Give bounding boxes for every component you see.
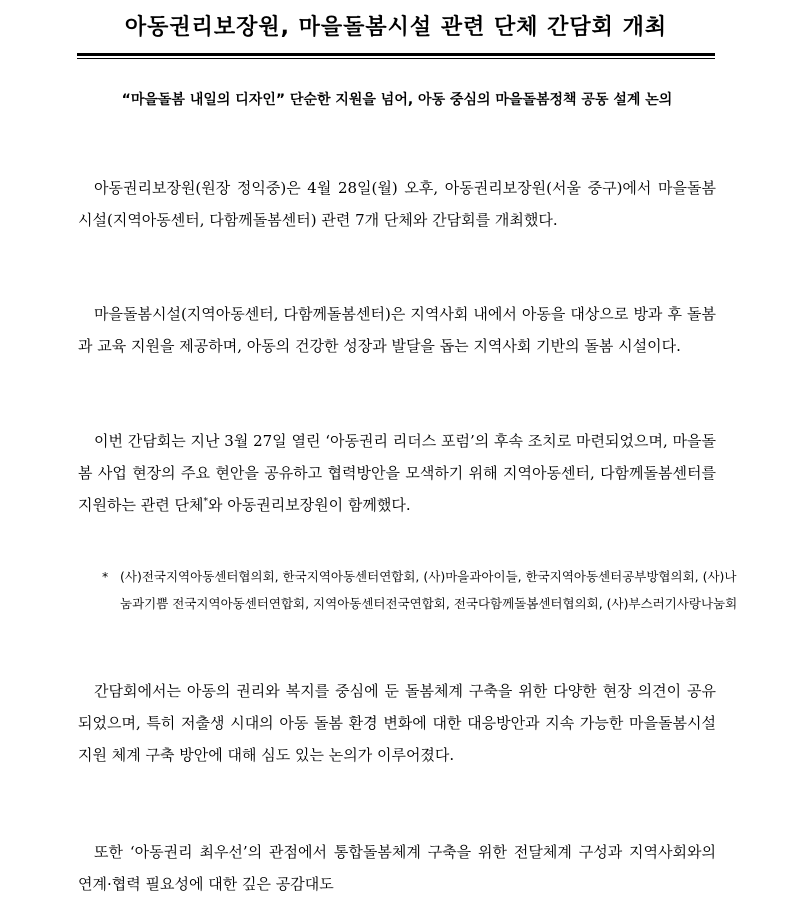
footnote xyxy=(98,563,740,617)
title-rule-thick xyxy=(77,53,715,56)
paragraph-2-text: 마을돌봄시설(지역아동센터, 다함께돌봄센터)은 지역사회 내에서 아동을 대상으로 방과 후 돌봄과 교육 지원을 제공하며, 아동의 건강한 성장과 발달을 돕는 지역사회 기반의 돌봄 시설이다. xyxy=(78,305,716,355)
paragraph-1-text: 아동권리보장원(원장 정익중)은 4월 28일(월) 오후, 아동권리보장원(서울 중구)에서 마을돌봄시설(지역아동센터, 다함께돌봄센터) 관련 7개 단체와 간담회를 개최했다. xyxy=(78,179,716,229)
paragraph-4 xyxy=(78,675,716,771)
paragraph-3-text-after: 와 아동권리보장원이 함께했다. xyxy=(207,496,411,514)
footnote-marker: * xyxy=(203,497,208,507)
title-rule-thin xyxy=(77,58,715,59)
footnote-star: * xyxy=(102,569,109,584)
subtitle: “마을돌봄 내일의 디자인” 단순한 지원을 넘어, 아동 중심의 마을돌봄정책 공동 설계 논의 xyxy=(121,92,673,108)
paragraph-3 xyxy=(78,425,716,521)
paragraph-3-text-before: 이번 간담회는 지난 3월 27일 열린 ‘아동권리 리더스 포럼’의 후속 조치로 마련되었으며, 마을돌봄 사업 현장의 주요 현안을 공유하고 협력방안을 모색하기 위해 지역아동센터, 다함께돌봄센터를 지원하는 관련 단체 xyxy=(78,432,716,514)
page-title: 아동권리보장원, 마을돌봄시설 관련 단체 간담회 개최 xyxy=(124,15,668,40)
footnote-text: (사)전국지역아동센터협의회, 한국지역아동센터연합회, (사)마을과아이들, 한국지역아동센터공부방협의회, (사)나눔과기쁨 전국지역아동센터연합회, 지역아동센터전국연합회, 전국다함께돌봄센터협의회, (사)부스러기사랑나눔회 xyxy=(120,569,738,611)
paragraph-5 xyxy=(78,836,716,900)
paragraph-5-text: 또한 ‘아동권리 최우선’의 관점에서 통합돌봄체계 구축을 위한 전달체계 구성과 지역사회와의 연계·협력 필요성에 대한 깊은 공감대도 xyxy=(78,843,716,893)
paragraph-2 xyxy=(78,298,716,362)
paragraph-4-text: 간담회에서는 아동의 권리와 복지를 중심에 둔 돌봄체계 구축을 위한 다양한 현장 의견이 공유되었으며, 특히 저출생 시대의 아동 돌봄 환경 변화에 대한 대응방안과 지속 가능한 마을돌봄시설 지원 체계 구축 방안에 대해 심도 있는 논의가 이루어졌다. xyxy=(78,682,716,764)
paragraph-1 xyxy=(78,172,716,236)
